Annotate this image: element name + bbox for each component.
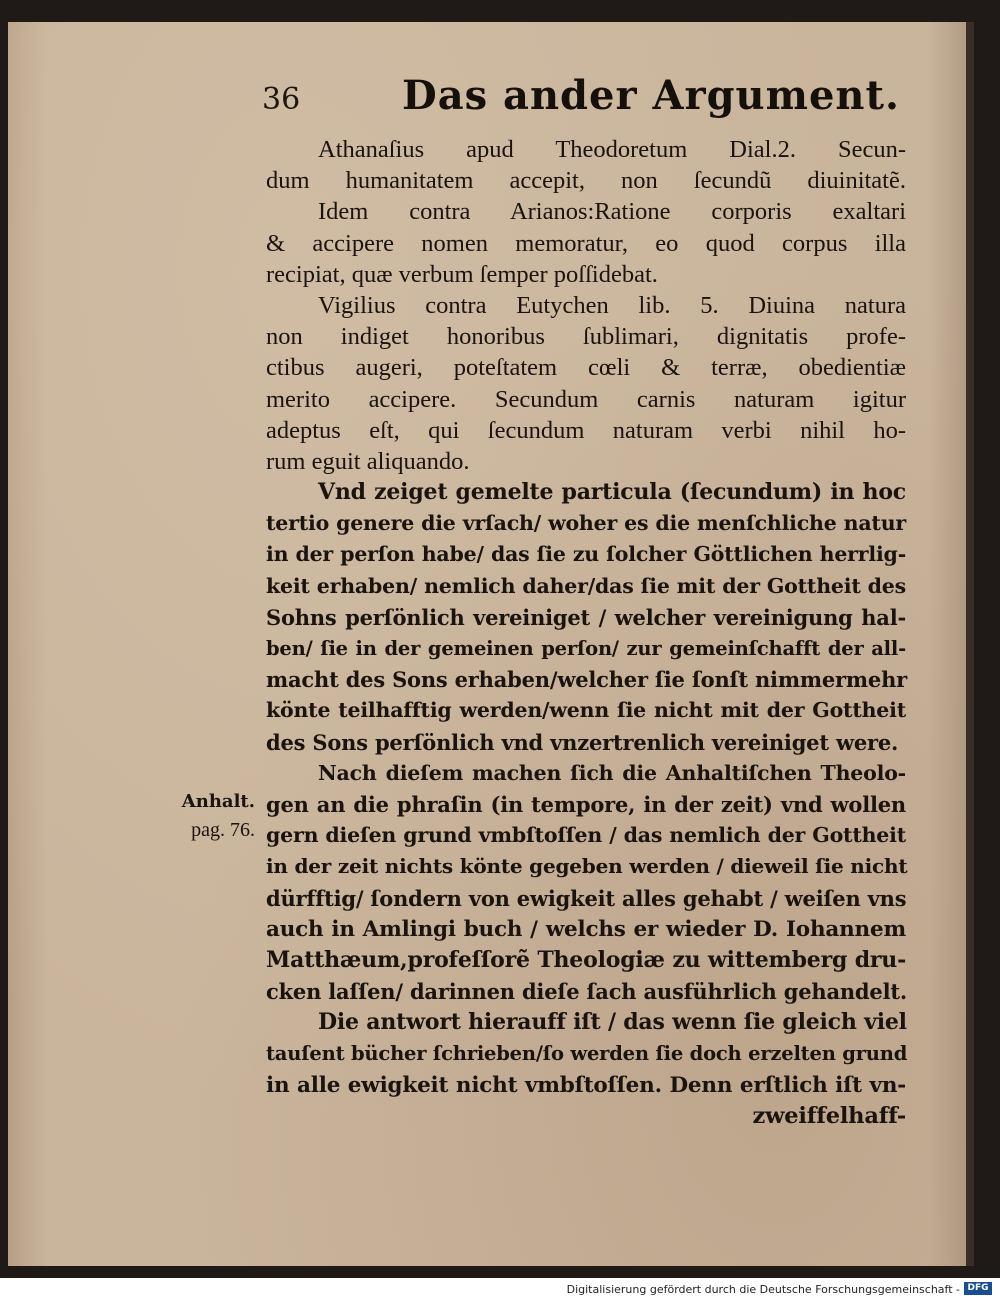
text-line: des Sons perſönlich vnd vnzertrenlich vereiniget were. [266, 729, 899, 755]
text-line: Nach dieſem machen ſich die Anhaltiſchen Theolo- [318, 760, 906, 785]
text-line: auch in Amlingi buch / welchs er wieder D. Iohannem [266, 916, 906, 942]
text-line: rum eguit aliquando. [266, 447, 470, 475]
text-line: Athanaſius apud Theodoretum Dial.2. Secun- [318, 136, 906, 163]
funding-credit: Digitalisierung gefördert durch die Deutsche Forschungsgemeinschaft - [566, 1283, 960, 1296]
text-line: keit erhaben/ nemlich daher/das ſie mit der Gottheit des [266, 573, 906, 598]
text-line: recipiat, quæ verbum ſemper poſſidebat. [266, 260, 658, 288]
text-line: Idem contra Arianos:Ratione corporis exaltari [318, 198, 906, 226]
text-line: & accipere nomen memoratur, eo quod corpus illa [266, 229, 906, 257]
page-number: 36 [262, 82, 301, 117]
margin-note-line-1: Anhalt. [181, 791, 255, 812]
running-title: Das ander Argument. [402, 72, 900, 119]
text-line: in alle ewigkeit nicht vmbſtoſſen. Denn erſtlich iſt vn- [266, 1072, 906, 1098]
text-line: gen an die phraſin (in tempore, in der zeit) vnd wollen [266, 791, 906, 817]
text-line: tauſent bücher ſchrieben/ſo werden ſie doch erzelten grund [266, 1042, 908, 1066]
body-text [266, 134, 906, 1132]
page-header [262, 70, 902, 130]
text-line: adeptus eſt, qui ſecundum naturam verbi nihil ho- [266, 416, 906, 444]
text-line: dürfftig/ ſondern von ewigkeit alles gehabt / weiſen vns [266, 885, 907, 911]
text-line: ben/ ſie in der gemeinen perſon/ zur gemeinſchafft der all- [266, 637, 906, 660]
margin-note [150, 788, 255, 844]
text-line: Sohns perſönlich vereiniget / welcher vereinigung hal- [266, 604, 906, 630]
catchword: zweiffelhaff- [752, 1102, 906, 1129]
text-line: dum humanitatem accepit, non ſecundũ diuinitatẽ. [266, 167, 906, 195]
text-line: Die antwort hierauff iſt / das wenn ſie gleich viel [318, 1009, 907, 1036]
text-line: non indiget honoribus ſublimari, dignitatis profe- [266, 323, 906, 351]
text-line: in der zeit nichts könte gegeben werden / dieweil ſie nicht [266, 854, 908, 879]
text-line: cken laſſen/ darinnen dieſe ſach ausführlich gehandelt. [266, 979, 907, 1005]
text-line: gern dieſen grund vmbſtoſſen / das nemlich der Gottheit [266, 823, 906, 848]
text-line: Vnd zeiget gemelte particula (ſecundum) in hoc [318, 479, 906, 506]
text-line: könte teilhafftig werden/wenn ſie nicht mit der Gottheit [266, 698, 906, 723]
text-line: merito accipere. Secundum carnis naturam igitur [266, 385, 906, 413]
text-line: tertio genere die vrſach/ woher es die menſchliche natur [266, 511, 906, 536]
margin-note-line-2: pag. 76. [191, 819, 255, 841]
text-line: Matthæum,profeſſorẽ Theologiæ zu wittemberg dru- [266, 946, 906, 973]
text-line: ctibus augeri, poteſtatem cœli & terræ, obedientiæ [266, 354, 906, 382]
dfg-logo: DFG [964, 1282, 992, 1295]
text-line: in der perſon habe/ das ſie zu ſolcher Göttlichen herrlig- [266, 542, 906, 567]
text-line: macht des Sons erhaben/welcher ſie ſonſt nimmermehr [266, 667, 907, 693]
text-line: Vigilius contra Eutychen lib. 5. Diuina natura [318, 291, 906, 319]
